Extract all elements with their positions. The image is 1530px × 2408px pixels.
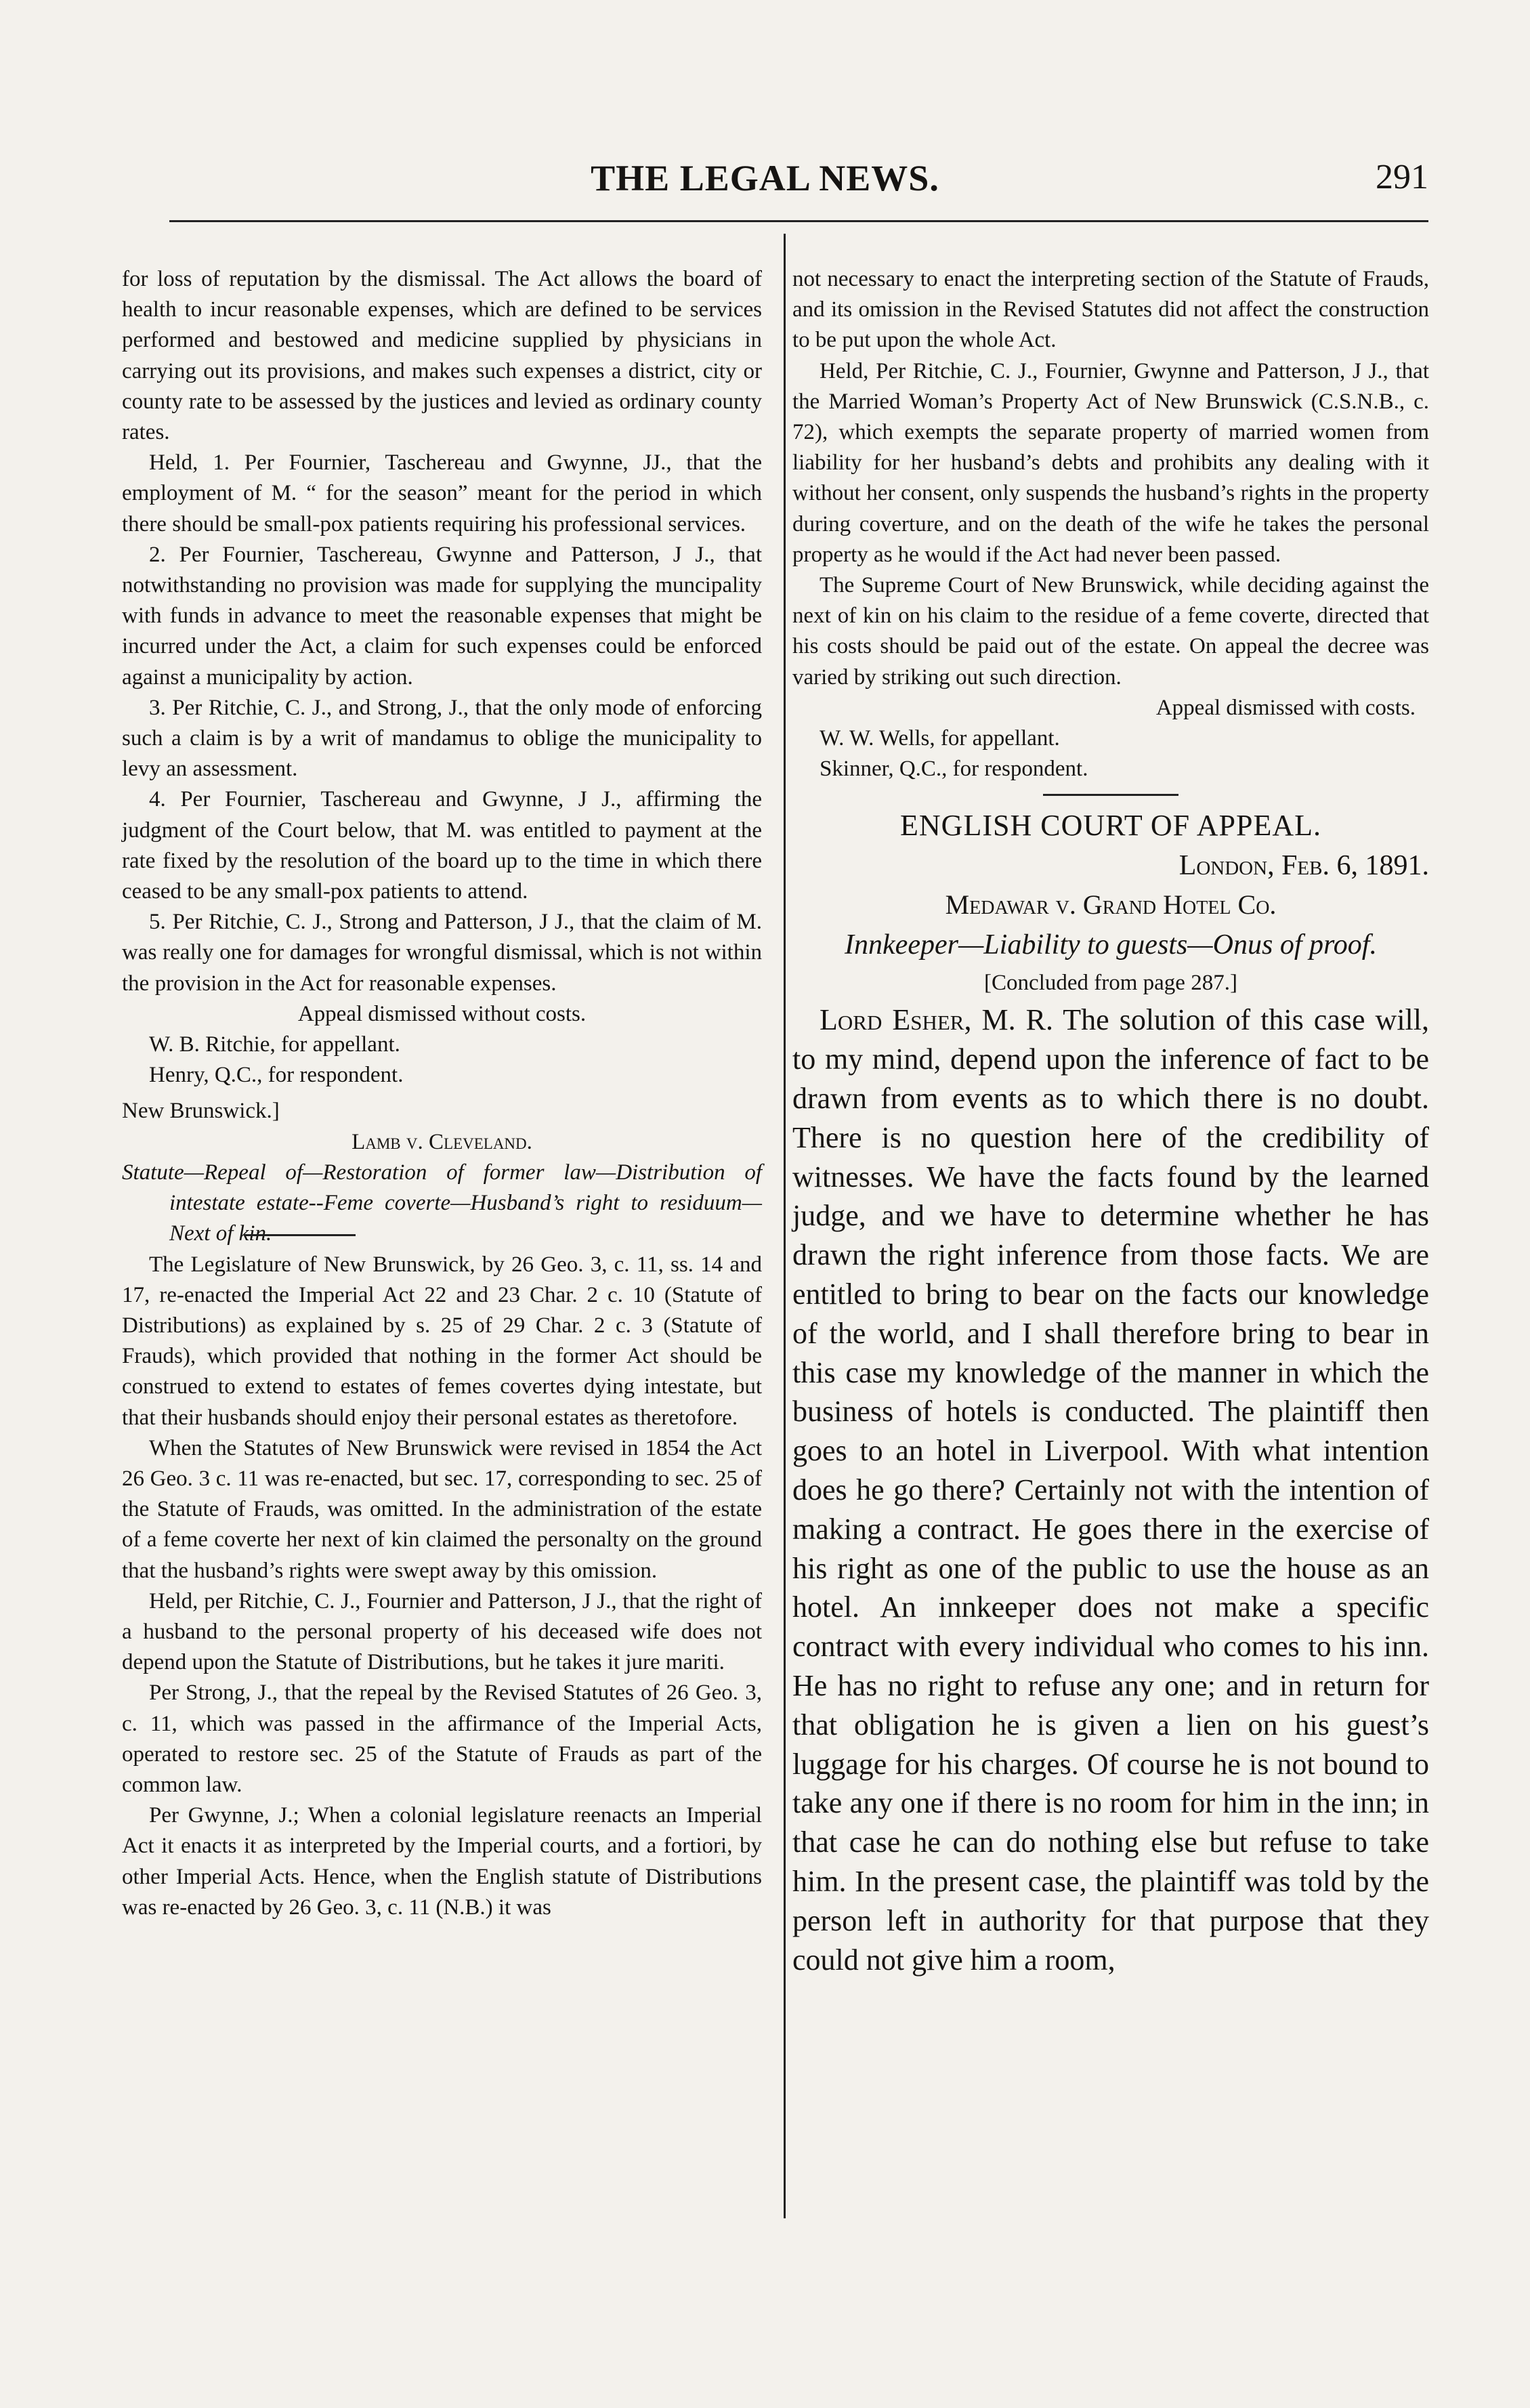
left-paragraph: Per Gwynne, J.; When a colonial legislature reenacts an Imperial Act it enacts it as interpreted by the Imperial courts, and a fortiori, by other Imperial Acts. Hence, when the English statute of Distributions was re-enacted by 26 Geo. 3, c. 11 (N.B.) it was [122, 1803, 762, 1920]
left-paragraph: When the Statutes of New Brunswick were revised in 1854 the Act 26 Geo. 3 c. 11 was re-enacted, but sec. 17, corresponding to sec. 25 of the Statute of Frauds, was omitted. In the administration of the estate of a feme coverte her next of kin claimed the personalty on the ground that the husband’s rights were swept away by this omission. [122, 1435, 762, 1583]
case-title: Medawar v. Grand Hotel Co. [945, 889, 1277, 921]
opinion-body: The solution of this case will, to my mind, depend upon the inference of fact to be drawn from events as to which there is no doubt. There is no question here of the credibility of witnesses. We have the facts found by the learned judge, and we have to determine whether he has drawn the right inference from those facts. We are entitled to bring to bear on the facts our knowledge of the world, and I shall therefore bring to bear in this case my knowledge of the manner in which the business of hotels is conducted. The plaintiff then goes to an hotel in Liverpool. With what intention does he go there? Certainly not with the intention of making a contract. He goes there in the exercise of his right as one of the public to use the house as an hotel. An innkeeper does not make a specific contract with every individual who comes to his inn. He has no right to refuse any one; and in return for that obligation he is given a lien on his guest’s luggage for his charges. Of course he is not bound to take any one if there is no room for him in the inn; in that case he can do nothing else but refuse to take him. In the present case, the plaintiff was told by the person left in authority for that purpose that they could not give him a room, [792, 1003, 1430, 1977]
section-rule [1043, 794, 1178, 796]
disposition-line: Appeal dismissed without costs. [297, 1001, 587, 1026]
section-rule [244, 1234, 356, 1236]
left-paragraph: The Legislature of New Brunswick, by 26 Geo. 3, c. 11, ss. 14 and 17, re-enacted the Imperial Act 22 and 23 Char. 2 c. 10 (Statute of Distributions) as explained by s. 25 of 29 Char. 2 c. 3 (Statute of Frauds), which provided that nothing in the former Act should be construed to extend to estates of femes covertes dying intestate, but that their husbands should enjoy their personal estates as theretofore. [122, 1252, 762, 1430]
right-paragraph: not necessary to enact the interpreting section of the Statute of Frauds, and its omission in the Revised Statutes did not affect the construction to be put upon the whole Act. [792, 267, 1429, 353]
right-column [792, 264, 1429, 1979]
disposition-line: Appeal dismissed with costs. [1155, 695, 1416, 720]
counsel-line: Skinner, Q.C., for respondent. [820, 757, 1088, 782]
court-heading: ENGLISH COURT OF APPEAL. [900, 809, 1321, 843]
counsel-line: W. B. Ritchie, for appellant. [149, 1032, 400, 1057]
left-paragraph: Held, 1. Per Fournier, Taschereau and Gwynne, JJ., that the employment of M. “ for the season” meant for the period in which there should be small-pox patients requiring his professional services. [122, 450, 762, 536]
left-paragraph: 4. Per Fournier, Taschereau and Gwynne, J J., affirming the judgment of the Court below, that M. was entitled to payment at the rate fixed by the resolution of the board up to the time in which there ceased to be any small-pox patients to attend. [122, 787, 762, 904]
header-rule [169, 220, 1428, 222]
left-paragraph: 5. Per Ritchie, C. J., Strong and Patterson, J J., that the claim of M. was really one for damages for wrongful dismissal, which is not within the provision in the Act for reasonable expenses. [122, 910, 762, 996]
left-paragraph: 2. Per Fournier, Taschereau, Gwynne and Patterson, J J., that notwithstanding no provision was made for supplying the muncipality with funds in advance to meet the reasonable expenses that might be incurred under the Act, a claim for such expenses could be enforced against a municipality by action. [122, 542, 762, 690]
column-divider [784, 234, 786, 2218]
place-date: London, Feb. 6, 1891. [1178, 850, 1429, 882]
counsel-line: W. W. Wells, for appellant. [820, 726, 1060, 751]
headnote: Innkeeper—Liability to guests—Onus of proof. [845, 929, 1377, 961]
left-column [122, 264, 762, 1923]
jurisdiction-label: New Brunswick.] [122, 1099, 280, 1124]
running-header [102, 157, 1428, 205]
left-paragraph: for loss of reputation by the dismissal. The Act allows the board of health to incur reasonable expenses, which are defined to be services performed and bestowed and medicine supplied by physicians in carrying out its provisions, and makes such expenses a district, city or county rate to be assessed by the justices and levied as ordinary county rates. [122, 267, 762, 445]
case-title: Lamb v. Cleveland. [352, 1129, 532, 1154]
right-paragraph: Held, Per Ritchie, C. J., Fournier, Gwynne and Patterson, J J., that the Married Woman’s Property Act of New Brunswick (C.S.N.B., c. 72), which exempts the separate property of married women from liability for her husband’s debts and prohibits any dealing with it without her consent, only suspends the husband’s rights in the property during coverture, and on the death of the wife he takes the personal property as he would if the Act had never been passed. [792, 358, 1429, 567]
left-paragraph: Per Strong, J., that the repeal by the Revised Statutes of 26 Geo. 3, c. 11, which was passed in the affirmance of the Imperial Acts, operated to restore sec. 25 of the Statute of Frauds as part of the common law. [122, 1681, 762, 1797]
headnote: Statute—Repeal of—Restoration of former law—Distribution of intestate estate--Feme coverte—Husband’s right to residuum—Next of kin. [122, 1160, 762, 1246]
left-paragraph: 3. Per Ritchie, C. J., and Strong, J., that the only mode of enforcing such a claim is by a writ of mandamus to oblige the municipality to levy an assessment. [122, 695, 762, 782]
continuation-note: [Concluded from page 287.] [984, 971, 1237, 996]
left-paragraph: Held, per Ritchie, C. J., Fournier and Patterson, J J., that the right of a husband to the personal property of his deceased wife does not depend upon the Statute of Distributions, but he takes it jure mariti. [122, 1588, 762, 1675]
opinion-text [792, 1000, 1429, 1979]
journal-title: THE LEGAL NEWS. [591, 158, 939, 198]
page-number: 291 [1376, 158, 1428, 196]
right-paragraph: The Supreme Court of New Brunswick, while deciding against the next of kin on his claim to the residue of a feme coverte, directed that his costs should be paid out of the estate. On appeal the decree was varied by striking out such direction. [792, 573, 1429, 690]
judge-name: Lord Esher, M. R. [820, 1003, 1054, 1037]
counsel-line: Henry, Q.C., for respondent. [149, 1063, 404, 1088]
